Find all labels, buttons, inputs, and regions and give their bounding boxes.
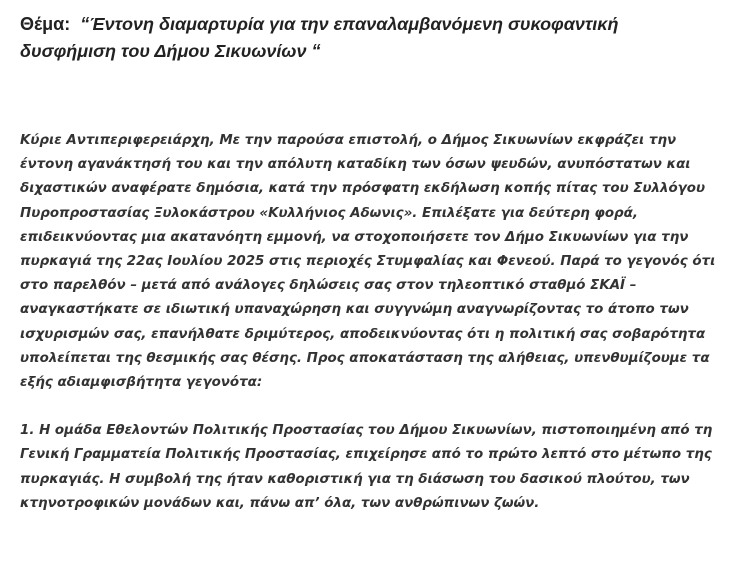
subject-label: Θέμα: xyxy=(20,14,71,34)
subject-title: “Έντονη διαμαρτυρία για την επαναλαμβανόμενη συκοφαντική δυσφήμιση του Δήμου Σικυωνίων “ xyxy=(20,14,619,61)
letter-paragraph-point-1: 1. Η ομάδα Εθελοντών Πολιτικής Προστασίας του Δήμου Σικυωνίων, πιστοποιημένη από τη Γενική Γραμματεία Πολιτικής Προστασίας, επιχείρησε από το πρώτο λεπτό στο μέτωπο της πυρκαγιάς. Η συμβολή της ήταν καθοριστική για τη διάσωση του δασικού πλούτου, των κτηνοτροφικών μονάδων και, πάνω απ’ όλα, των ανθρώπινων ζωών. xyxy=(20,423,713,511)
subject-heading xyxy=(20,8,717,65)
letter-paragraph-intro: Κύριε Αντιπεριφερειάρχη, Με την παρούσα επιστολή, ο Δήμος Σικυωνίων εκφράζει την έντονη αγανάκτησή του και την απόλυτη καταδίκη των όσων ψευδών, ανυπόστατων και διχαστικών αναφέρατε δημόσια, κατά την πρόσφατη εκδήλωση κοπής πίτας του Συλλόγου Πυροπροστασίας Ξυλοκάστρου «Κυλλήνιος Αδωνις». Επιλέξατε για δεύτερη φορά, επιδεικνύοντας μια ακατανόητη εμμονή, να στοχοποιήσετε τον Δήμο Σικυωνίων για την πυρκαγιά της 22ας Ιουλίου 2025 στις περιοχές Στυμφαλίας και Φενεού. Παρά το γεγονός ότι στο παρελθόν – μετά από ανάλογες δηλώσεις σας στον τηλεοπτικό σταθμό ΣΚΑΪ – αναγκαστήκατε σε ιδιωτική υπαναχώρηση και συγγνώμη αναγνωρίζοντας το άτοπο των ισχυρισμών σας, επανήλθατε δριμύτερος, αποδεικνύοντας ότι η πολιτική σας σοβαρότητα υπολείπεται της θεσμικής σας θέσης. Προς αποκατάσταση της αλήθειας, υπενθυμίζουμε τα εξής αδιαμφισβήτητα γεγονότα: xyxy=(20,133,716,391)
